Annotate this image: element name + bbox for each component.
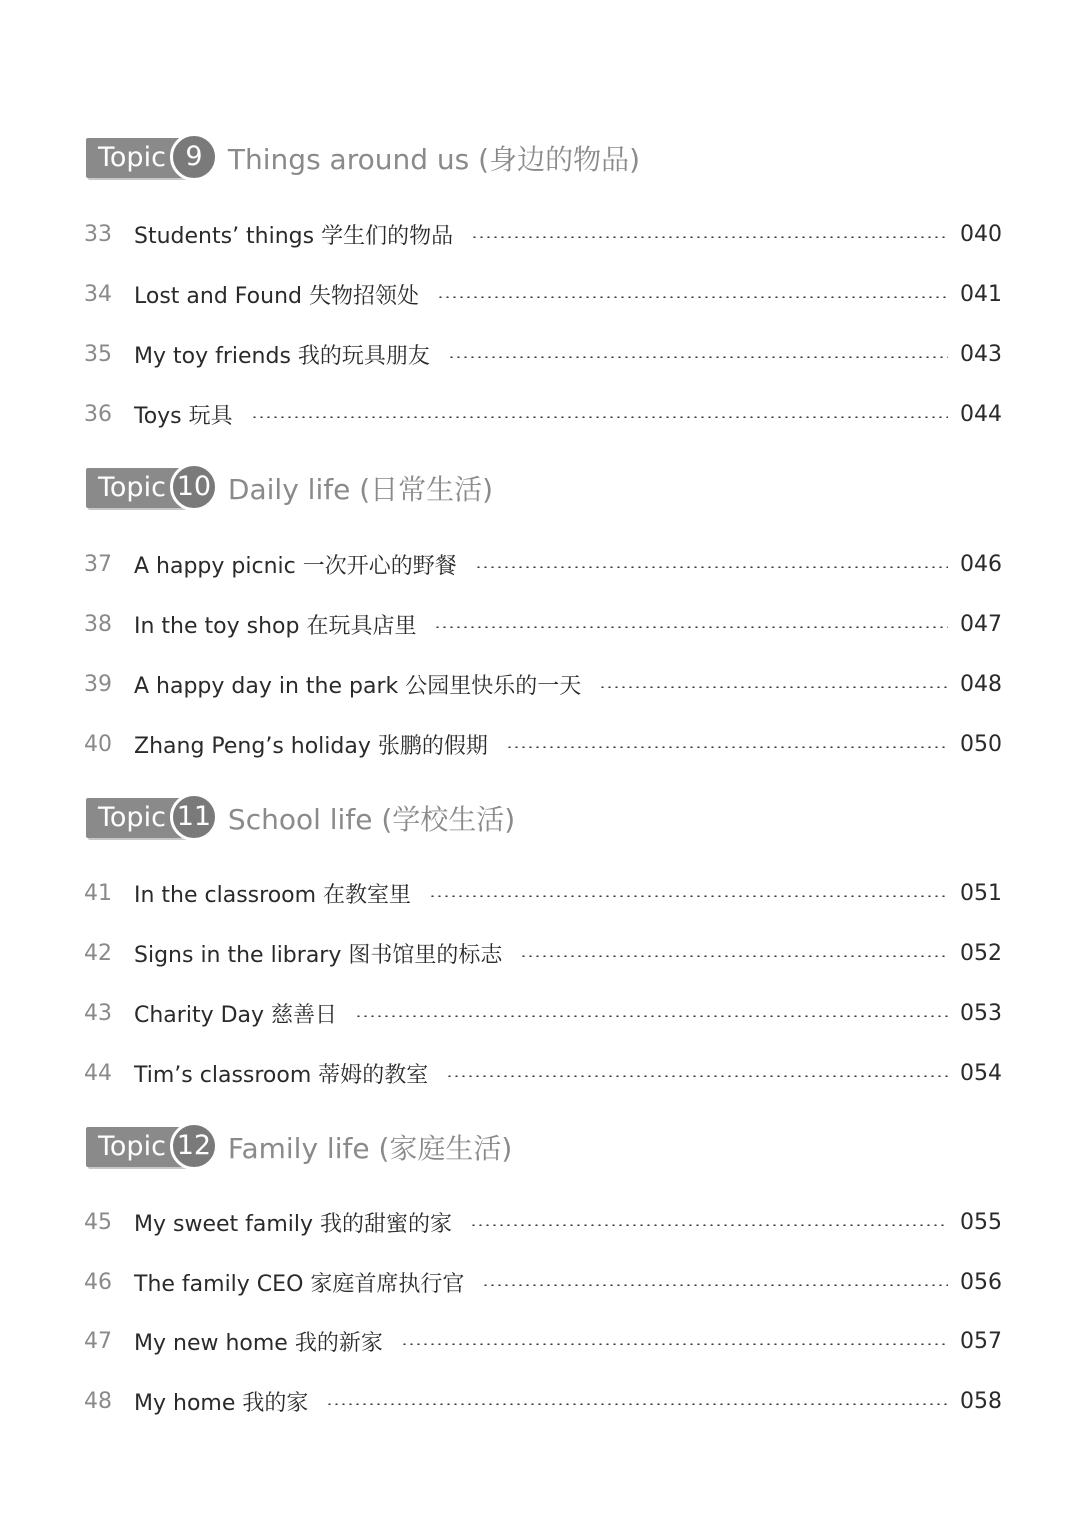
- page-number: 041: [960, 281, 1002, 307]
- toc-entry[interactable]: [84, 667, 1002, 701]
- topic-header-12: [86, 1122, 512, 1172]
- toc-entry[interactable]: [84, 996, 1002, 1030]
- dot-leader: [437, 296, 948, 298]
- topic-number: 9: [170, 133, 218, 181]
- dot-leader: [434, 626, 948, 628]
- page-number: 047: [960, 611, 1002, 637]
- lesson-title: A happy day in the park 公园里快乐的一天: [134, 673, 582, 699]
- topic-title: Things around us (身边的物品): [227, 143, 640, 176]
- lesson-title: My toy friends 我的玩具朋友: [134, 343, 430, 369]
- lesson-title: Lost and Found 失物招领处: [134, 283, 419, 309]
- dot-leader: [520, 955, 948, 957]
- dot-leader: [599, 686, 948, 688]
- lesson-number: 44: [84, 1060, 112, 1086]
- topic-title: Daily life (日常生活): [227, 473, 494, 506]
- topic-label: Topic: [86, 1127, 200, 1167]
- page-number: 058: [960, 1388, 1002, 1414]
- lesson-number: 40: [84, 731, 112, 757]
- lesson-number: 38: [84, 611, 112, 637]
- lesson-number: 46: [84, 1269, 112, 1295]
- lesson-title: In the classroom 在教室里: [134, 882, 412, 908]
- dot-leader: [475, 566, 948, 568]
- toc-entry[interactable]: [84, 1056, 1002, 1090]
- lesson-title: My home 我的家: [134, 1390, 309, 1416]
- topic-header-10: [86, 463, 493, 513]
- page-number: 051: [960, 880, 1002, 906]
- topic-badge: [86, 796, 212, 840]
- lesson-title: Charity Day 慈善日: [134, 1002, 338, 1028]
- lesson-number: 48: [84, 1388, 112, 1414]
- dot-leader: [506, 746, 948, 748]
- dot-leader: [470, 1224, 948, 1226]
- page-number: 052: [960, 940, 1002, 966]
- page-number: 050: [960, 731, 1002, 757]
- dot-leader: [429, 895, 948, 897]
- page-number: 055: [960, 1209, 1002, 1235]
- lesson-title: In the toy shop 在玩具店里: [134, 613, 417, 639]
- page-number: 044: [960, 401, 1002, 427]
- toc-entry[interactable]: [84, 547, 1002, 581]
- toc-entry[interactable]: [84, 397, 1002, 431]
- topic-label: Topic: [86, 798, 200, 838]
- page-number: 046: [960, 551, 1002, 577]
- lesson-number: 34: [84, 281, 112, 307]
- topic-number: 12: [170, 1122, 218, 1170]
- page-number: 057: [960, 1328, 1002, 1354]
- topic-header-11: [86, 793, 515, 843]
- toc-entry[interactable]: [84, 727, 1002, 761]
- lesson-title: Students’ things 学生们的物品: [134, 223, 454, 249]
- toc-entry[interactable]: [84, 1265, 1002, 1299]
- lesson-number: 39: [84, 671, 112, 697]
- topic-header-9: [86, 133, 640, 183]
- lesson-title: Zhang Peng’s holiday 张鹏的假期: [134, 733, 488, 759]
- toc-entry[interactable]: [84, 1205, 1002, 1239]
- lesson-title: My new home 我的新家: [134, 1330, 383, 1356]
- lesson-number: 36: [84, 401, 112, 427]
- topic-title: School life (学校生活): [227, 803, 516, 836]
- dot-leader: [446, 1075, 948, 1077]
- toc-entry[interactable]: [84, 936, 1002, 970]
- lesson-number: 35: [84, 341, 112, 367]
- lesson-number: 45: [84, 1209, 112, 1235]
- topic-number: 11: [170, 793, 218, 841]
- toc-entry[interactable]: [84, 1324, 1002, 1358]
- lesson-title: Tim’s classroom 蒂姆的教室: [134, 1062, 429, 1088]
- page-number: 053: [960, 1000, 1002, 1026]
- dot-leader: [482, 1284, 948, 1286]
- topic-label: Topic: [86, 138, 200, 178]
- page-number: 056: [960, 1269, 1002, 1295]
- lesson-title: The family CEO 家庭首席执行官: [134, 1271, 465, 1297]
- toc-entry[interactable]: [84, 217, 1002, 251]
- dot-leader: [401, 1343, 948, 1345]
- topic-badge: [86, 136, 203, 180]
- page-number: 048: [960, 671, 1002, 697]
- lesson-title: Toys 玩具: [134, 403, 233, 429]
- toc-entry[interactable]: [84, 1384, 1002, 1418]
- dot-leader: [471, 236, 948, 238]
- topic-badge: [86, 466, 212, 510]
- topic-label: Topic: [86, 468, 200, 508]
- dot-leader: [251, 416, 948, 418]
- page-number: 054: [960, 1060, 1002, 1086]
- lesson-title: Signs in the library 图书馆里的标志: [134, 942, 503, 968]
- dot-leader: [326, 1403, 948, 1405]
- toc-entry[interactable]: [84, 876, 1002, 910]
- dot-leader: [448, 356, 948, 358]
- dot-leader: [355, 1015, 948, 1017]
- page-number: 043: [960, 341, 1002, 367]
- topic-number: 10: [170, 463, 218, 511]
- lesson-number: 37: [84, 551, 112, 577]
- lesson-number: 33: [84, 221, 112, 247]
- toc-entry[interactable]: [84, 607, 1002, 641]
- topic-title: Family life (家庭生活): [227, 1132, 513, 1165]
- topic-badge: [86, 1125, 212, 1169]
- lesson-number: 41: [84, 880, 112, 906]
- lesson-number: 42: [84, 940, 112, 966]
- lesson-number: 47: [84, 1328, 112, 1354]
- page-number: 040: [960, 221, 1002, 247]
- lesson-title: My sweet family 我的甜蜜的家: [134, 1211, 453, 1237]
- lesson-title: A happy picnic 一次开心的野餐: [134, 553, 457, 579]
- lesson-number: 43: [84, 1000, 112, 1026]
- toc-entry[interactable]: [84, 337, 1002, 371]
- toc-entry[interactable]: [84, 277, 1002, 311]
